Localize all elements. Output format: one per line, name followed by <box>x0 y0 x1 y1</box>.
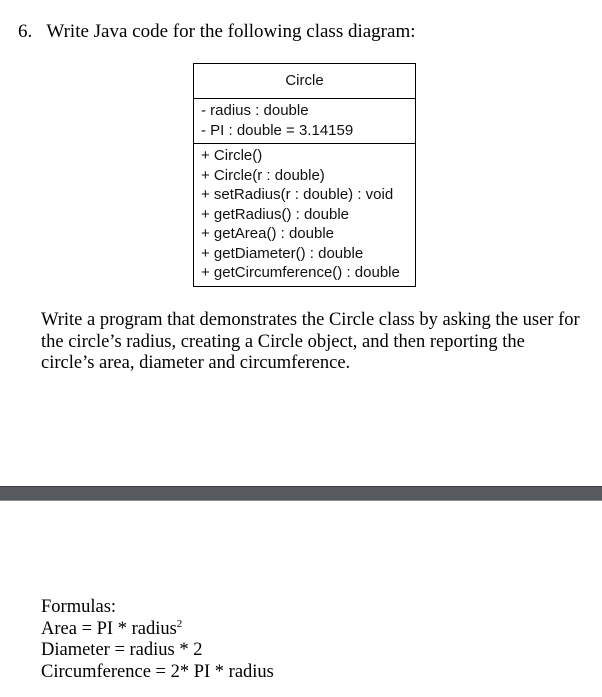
uml-operation: + setRadius(r : double) : void <box>201 186 394 203</box>
diameter-formula: Diameter = radius * 2 <box>41 640 203 660</box>
uml-class-name: Circle <box>194 64 415 99</box>
formulas-heading: Formulas: <box>41 597 117 617</box>
area-formula-text: Area = PI * radius <box>41 618 177 639</box>
uml-operation: + Circle(r : double) <box>201 166 325 184</box>
uml-class-diagram <box>193 63 416 287</box>
program-instructions: Write a program that demonstrates the Circle class by asking the user for the circle’s radius, creating a Circle object, and then reporting the circle’s area, diameter and circumference. <box>41 310 580 373</box>
uml-operation: + getRadius() : double <box>201 205 350 223</box>
area-formula <box>41 619 274 641</box>
uml-operation: + getCircumference() : double <box>201 264 400 281</box>
uml-operations-section <box>194 144 415 286</box>
formulas-block <box>41 597 274 683</box>
uml-attribute: - radius : double <box>201 102 309 119</box>
circumference-formula: Circumference = 2* PI * radius <box>41 661 274 682</box>
question-text: Write Java code for the following class diagram: <box>46 21 416 42</box>
question-heading <box>18 20 416 44</box>
uml-attribute: - PI : double = 3.14159 <box>201 121 354 139</box>
uml-attributes-section <box>194 99 415 144</box>
question-number: 6. <box>18 21 33 42</box>
uml-operation: + getDiameter() : double <box>201 244 364 262</box>
area-exponent: 2 <box>176 617 183 630</box>
uml-operation: + getArea() : double <box>201 225 335 242</box>
page-divider-bar <box>0 486 602 501</box>
uml-operation: + Circle() <box>201 147 263 164</box>
